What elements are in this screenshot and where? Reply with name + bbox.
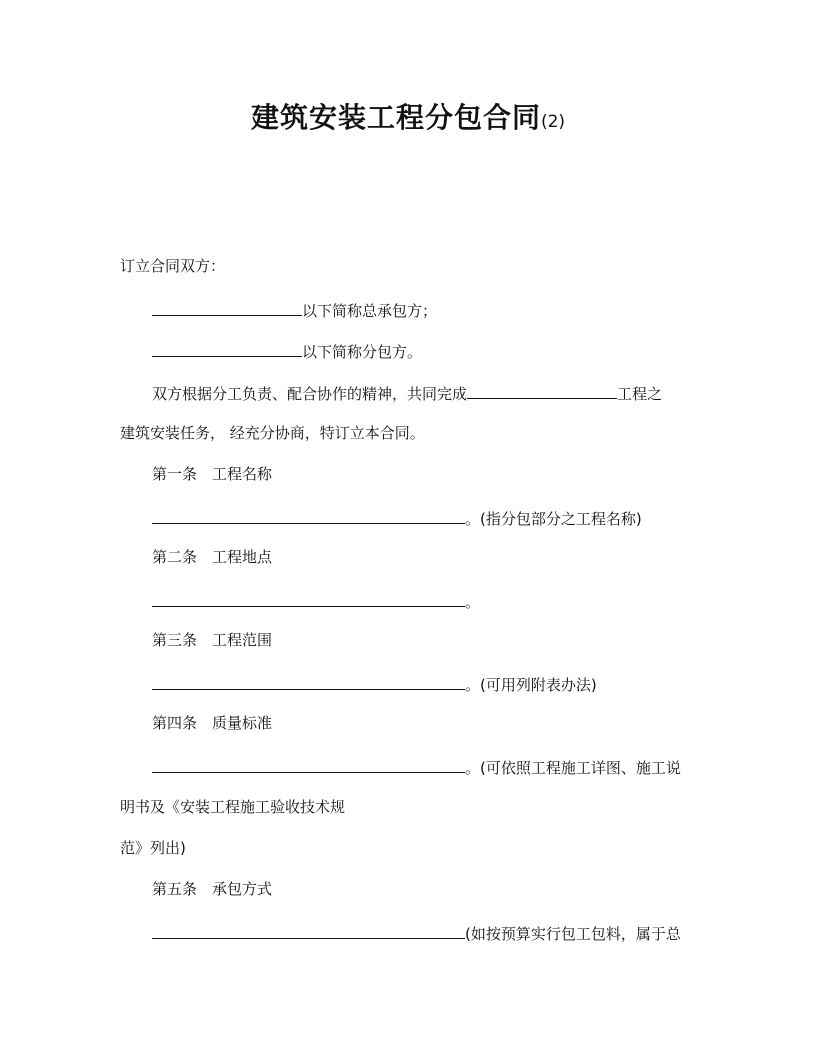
article-label: 第五条 [152,880,198,898]
parties-intro: 订立合同双方： [120,257,226,275]
article-label: 第四条 [152,714,198,732]
party-general-line [152,298,437,321]
blank-field [152,672,465,690]
article-label: 第一条 [152,465,198,483]
article-heading: 质量标准 [212,714,273,732]
article-note: 。(指分包部分之工程名称) [465,510,642,528]
article-note: 。(可依照工程施工详图、施工说 [465,759,681,777]
article-note: 。 [465,593,481,611]
article-5-blank-line [152,921,681,944]
document-title [0,96,816,136]
article-2-heading [152,547,272,567]
article-3-heading [152,630,272,650]
article-4-heading [152,713,272,733]
party-sub-line [152,339,422,362]
article-heading: 工程地点 [212,548,273,566]
article-4-blank-line [152,755,681,778]
article-heading: 工程名称 [212,465,273,483]
blank-field [152,589,465,607]
article-note: 。(可用列附表办法) [465,676,597,694]
party-general-text: 以下简称总承包方； [302,302,438,320]
article-4-continuation-2: 范》列出) [120,839,186,857]
article-heading: 承包方式 [212,880,273,898]
article-1-heading [152,464,272,484]
para1-prefix: 双方根据分工负责、配合协作的精神，共同完成 [152,385,468,403]
article-label: 第三条 [152,631,198,649]
article-5-heading [152,879,272,899]
paragraph-1-line2: 建筑安装任务， 经充分协商，特订立本合同。 [120,424,425,442]
article-note: (如按预算实行包工包料，属于总 [465,925,681,943]
article-label: 第二条 [152,548,198,566]
blank-project-name [467,381,617,399]
article-2-blank-line [152,589,480,612]
blank-field [152,921,465,939]
blank-field [152,506,465,524]
article-1-blank-line [152,506,642,529]
article-3-blank-line [152,672,597,695]
title-text: 建筑安装工程分包合同 [250,101,541,134]
article-4-continuation-1: 明书及《安装工程施工验收技术规 [120,798,346,816]
blank-field [152,755,465,773]
party-sub-text: 以下简称分包方。 [302,343,423,361]
title-suffix: (2) [540,112,566,132]
paragraph-1-line1 [152,381,662,404]
blank-subcontractor [152,339,302,357]
para1-suffix: 工程之 [617,385,663,403]
article-heading: 工程范围 [212,631,273,649]
blank-general-contractor [152,298,302,316]
